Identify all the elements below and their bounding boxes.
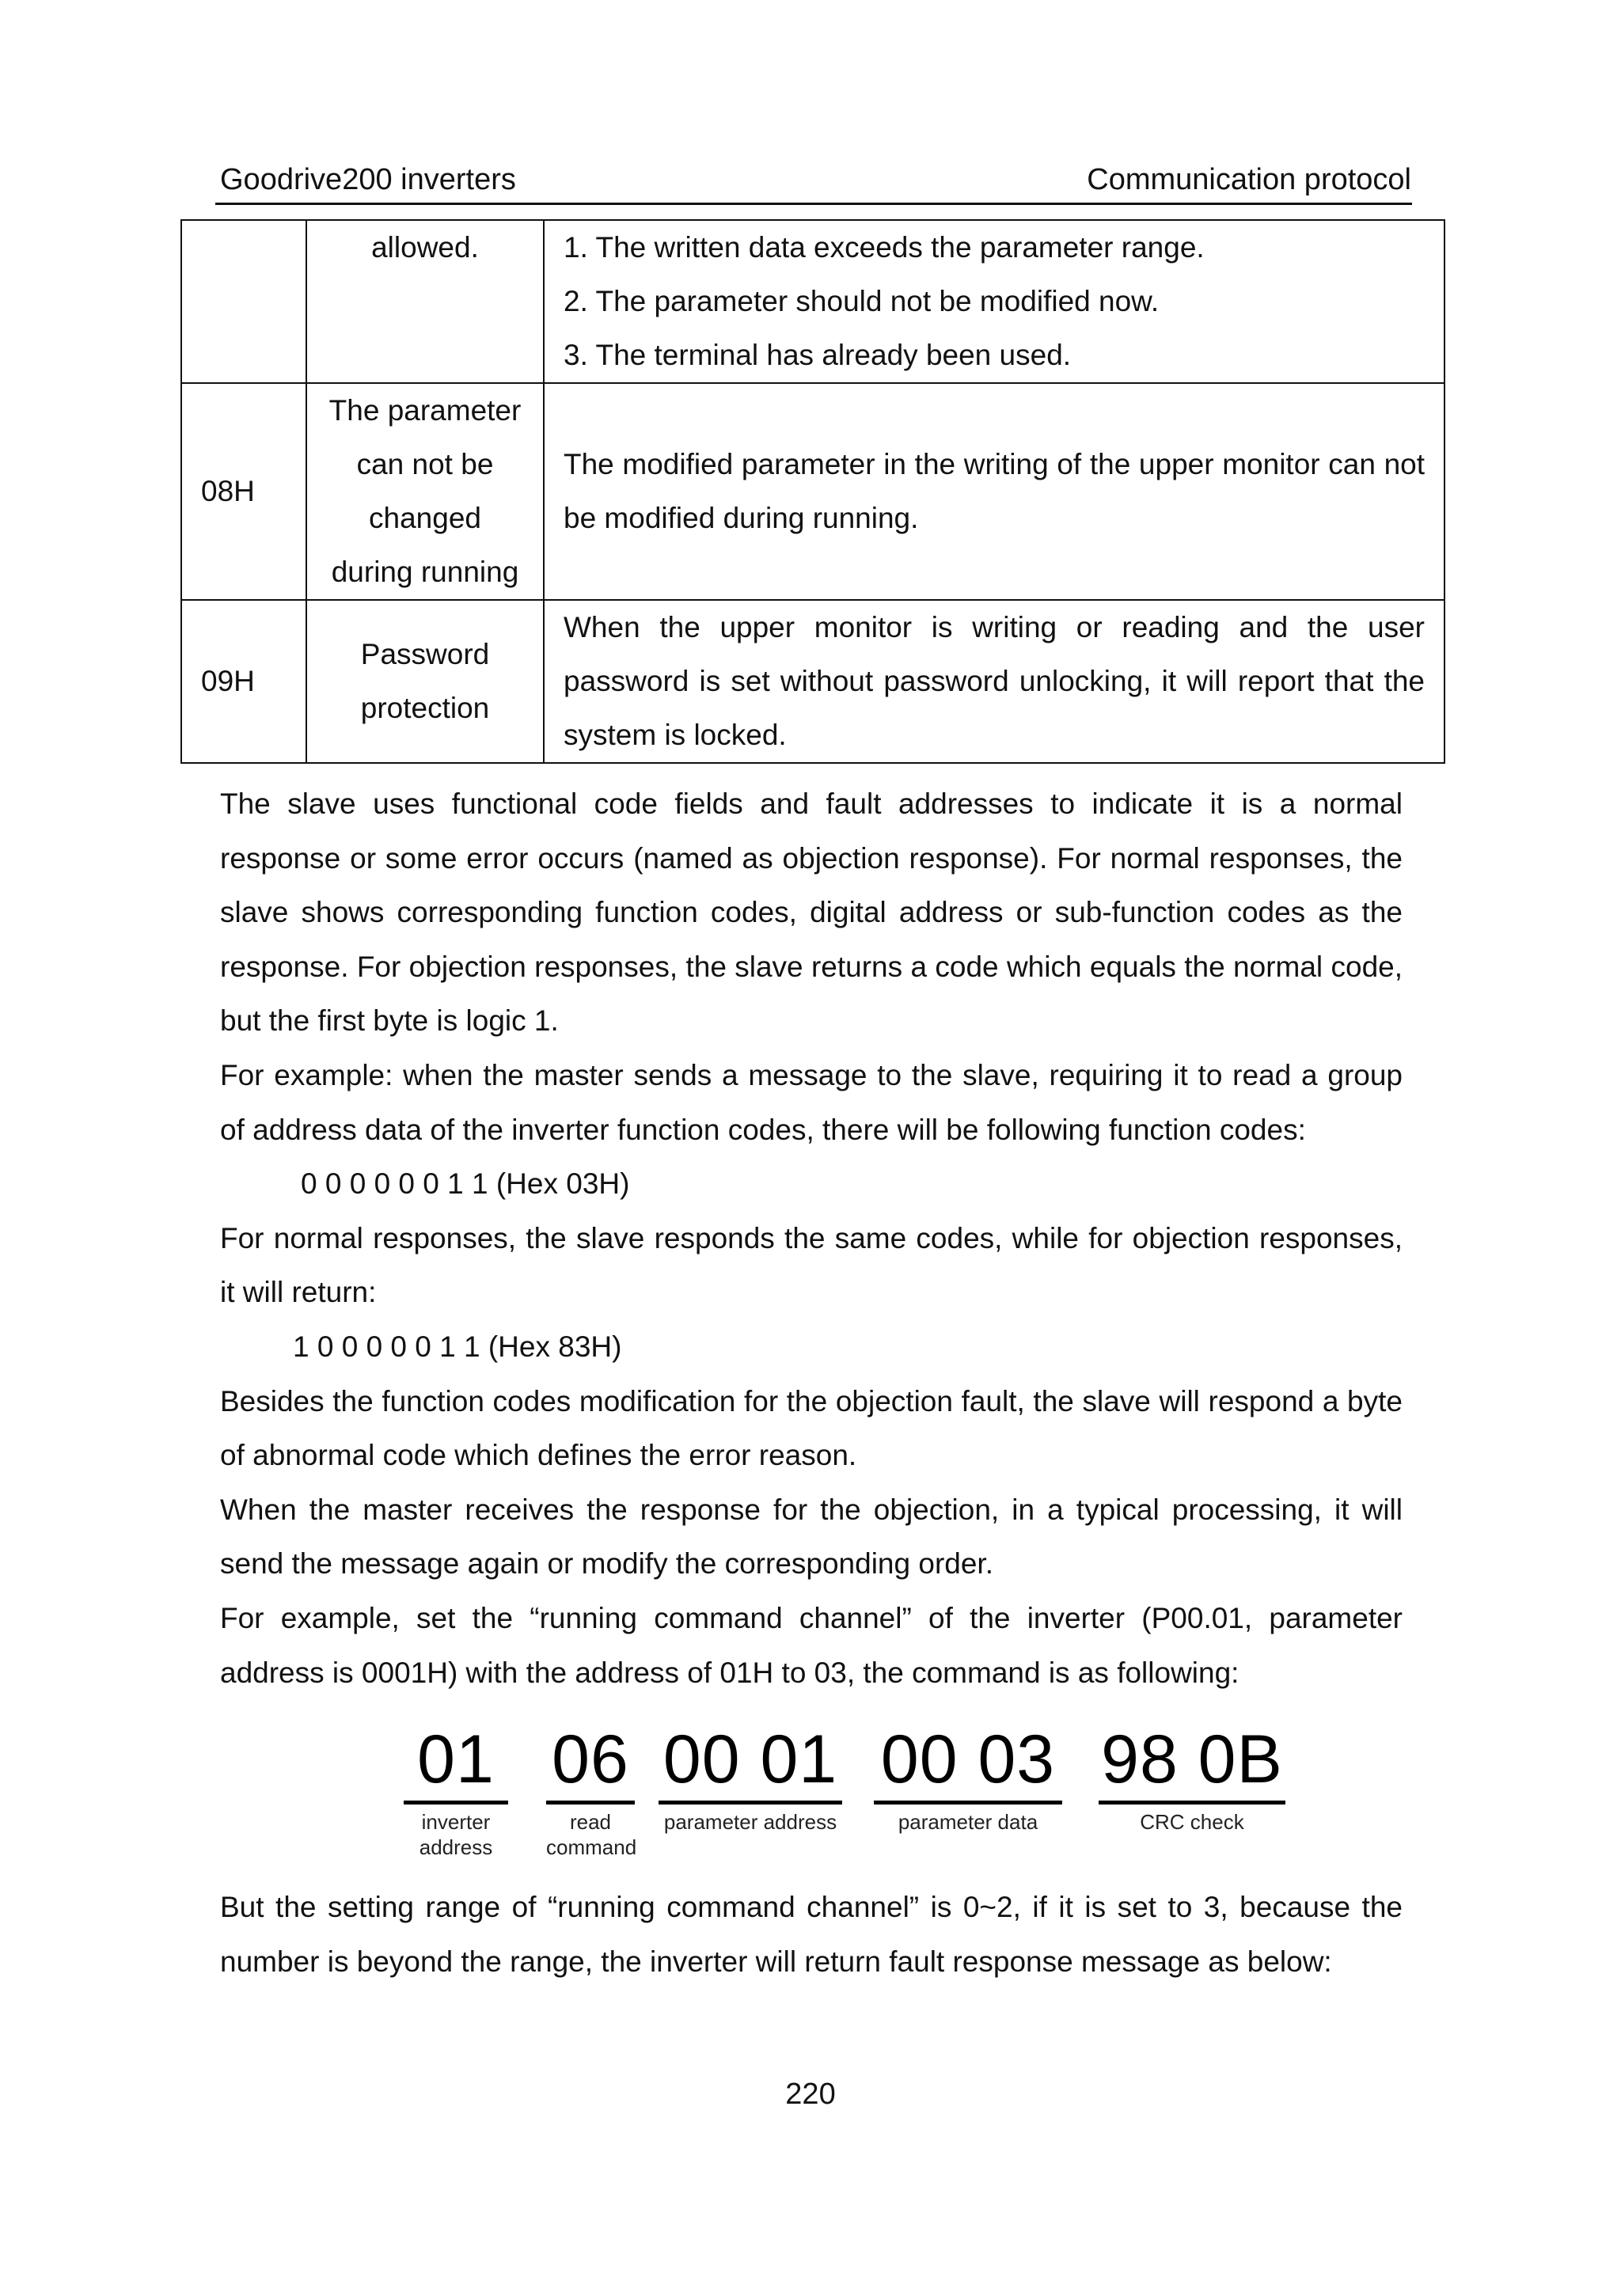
paragraph: For normal responses, the slave responds the same codes, while for objection responses, it will return: <box>220 1221 1403 1309</box>
paragraph: Besides the function codes modification for the objection fault, the slave will respond a byte of abnormal code which defines the error reason. <box>220 1384 1403 1472</box>
segment-value: 01 <box>417 1721 495 1797</box>
segment-underline <box>404 1801 508 1805</box>
desc-line: 3. The terminal has already been used. <box>564 339 1072 371</box>
desc-line: password is set without password unlocking, it will report that the <box>564 665 1425 697</box>
header-title-left: Goodrive200 inverters <box>220 163 516 196</box>
table-row <box>181 220 1444 383</box>
desc-line: The modified parameter in the writing of the upper monitor can not <box>564 448 1425 480</box>
header-rule <box>215 203 1412 205</box>
paragraph: When the master receives the response for the objection, in a typical processing, it will send the message again or modify the corresponding order. <box>220 1493 1403 1581</box>
error-desc-cell <box>544 383 1444 600</box>
error-code-table <box>180 219 1445 764</box>
error-name-line: protection <box>360 692 490 724</box>
page-number: 220 <box>785 2078 836 2111</box>
error-name-line: The parameter <box>328 394 522 427</box>
paragraph: For example, set the “running command channel” of the inverter (P00.01, parameter address is 0001H) with the address of 01H to 03, the command is as following: <box>220 1601 1403 1689</box>
command-segment <box>659 1721 842 1835</box>
error-desc-cell <box>544 600 1444 763</box>
desc-line: 2. The parameter should not be modified now. <box>564 285 1160 317</box>
segment-label: command <box>546 1835 637 1859</box>
segment-label: parameter address <box>663 1810 837 1834</box>
error-name-cell <box>306 383 544 600</box>
paragraph: But the setting range of “running command channel” is 0~2, if it is set to 3, because the number is beyond the range, the inverter will return fault response message as below: <box>220 1891 1403 1978</box>
error-name-cell <box>306 220 544 383</box>
command-segment <box>1099 1721 1285 1835</box>
header-title-right: Communication protocol <box>1087 163 1411 196</box>
body-text <box>220 777 1403 1700</box>
segment-label: read <box>569 1810 612 1834</box>
error-desc-cell <box>544 220 1444 383</box>
desc-line: system is locked. <box>564 719 787 751</box>
segment-value: 98 0B <box>1101 1721 1283 1797</box>
segment-underline <box>546 1801 635 1805</box>
command-segment <box>874 1721 1062 1835</box>
error-name-line: changed <box>369 502 481 534</box>
code-example: 0 0 0 0 0 0 1 1 (Hex 03H) <box>301 1167 630 1201</box>
paragraph: For example: when the master sends a message to the slave, requiring it to read a group of address data of the inverter function codes, there will be following function codes: <box>220 1058 1403 1146</box>
segment-underline <box>1099 1801 1285 1805</box>
table-row <box>181 383 1444 600</box>
error-code-cell: 09H <box>181 600 306 763</box>
desc-line: When the upper monitor is writing or reading and the user <box>564 611 1425 643</box>
paragraph: The slave uses functional code fields and fault addresses to indicate it is a normal response or some error occurs (named as objection response). For normal responses, the slave shows corresponding function codes, digital address or sub-function codes as the response. For objection responses, the slave returns a code which equals the normal code, but the first byte is logic 1. <box>220 787 1403 1038</box>
segment-label: address <box>419 1835 493 1859</box>
error-name-line: allowed. <box>371 231 479 264</box>
body-text-continued <box>220 1880 1403 1989</box>
segment-label: parameter data <box>898 1810 1038 1834</box>
error-name-cell <box>306 600 544 763</box>
desc-line: 1. The written data exceeds the parameter range. <box>564 231 1205 264</box>
command-segment <box>404 1721 508 1860</box>
command-diagram <box>404 1721 1290 1864</box>
table-row <box>181 600 1444 763</box>
error-name-line: can not be <box>356 448 494 480</box>
error-name-line: Password <box>360 638 490 670</box>
code-example: 1 0 0 0 0 0 1 1 (Hex 83H) <box>293 1330 622 1363</box>
segment-label: CRC check <box>1140 1810 1244 1834</box>
segment-underline <box>874 1801 1062 1805</box>
segment-underline <box>659 1801 842 1805</box>
command-segment <box>546 1721 635 1860</box>
segment-label: inverter <box>421 1810 491 1834</box>
error-name-line: during running <box>331 556 519 588</box>
segment-value: 06 <box>552 1721 629 1797</box>
error-code-cell <box>181 220 306 383</box>
segment-value: 00 03 <box>880 1721 1056 1797</box>
segment-value: 00 01 <box>662 1721 838 1797</box>
error-code-cell: 08H <box>181 383 306 600</box>
desc-line: be modified during running. <box>564 502 919 534</box>
